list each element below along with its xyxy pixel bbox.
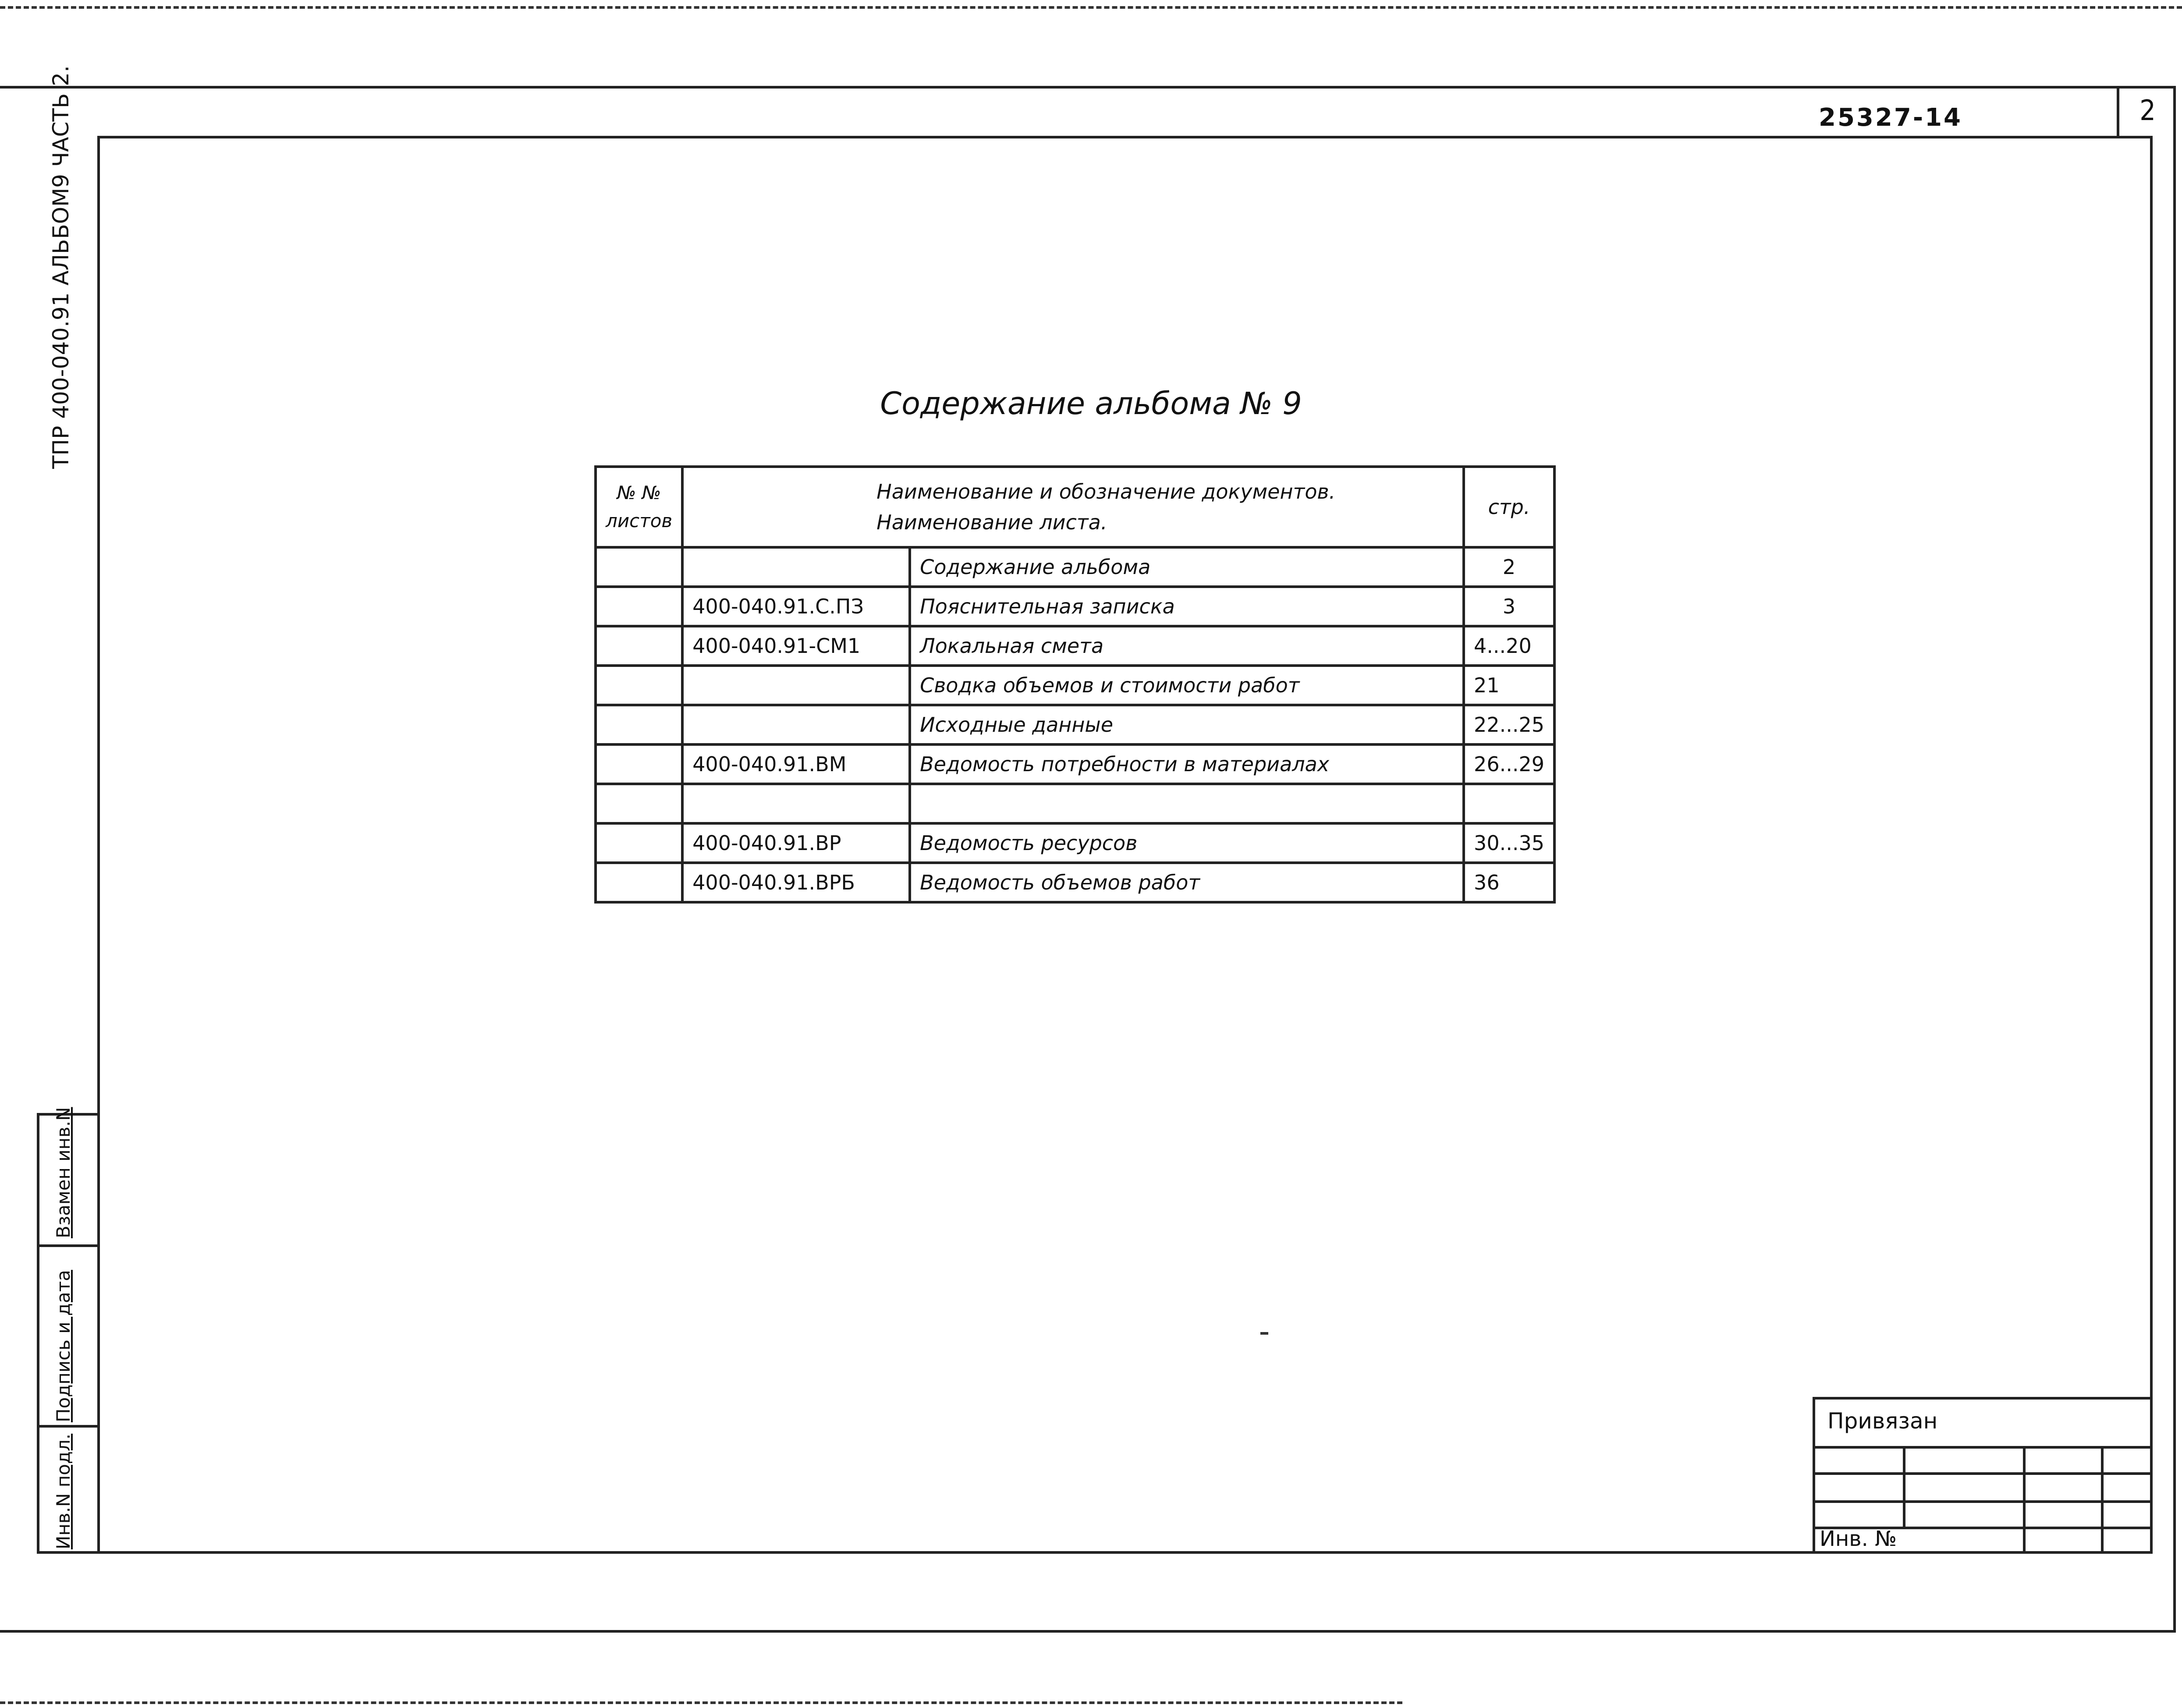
cell-name: Локальная смета [910,626,1464,666]
cell-code [682,784,910,823]
page-title: Содержание альбома № 9 [880,386,1302,422]
contents-table [594,465,1556,904]
cell-name: Содержание альбома [910,547,1464,587]
cell-page: 26...29 [1464,744,1554,784]
sheet-number: 2 [2117,86,2176,136]
cell-sheet-no [596,823,682,863]
side-title: ТПР 400-040.91 АЛЬБОМ9 ЧАСТЬ 2. [48,65,74,469]
cell-code: 400-040.91-СМ1 [682,626,910,666]
cell-code: 400-040.91.ВМ [682,744,910,784]
cell-name: Ведомость ресурсов [910,823,1464,863]
strip-label-inv-podl: Инв.N подл. [53,1433,74,1549]
cell-page: 3 [1464,587,1554,626]
table-row [596,744,1554,784]
cell-name: Ведомость потребности в материалах [910,744,1464,784]
top-dashed-border [0,6,2182,9]
stamp-inv-no: Инв. № [1820,1527,1897,1551]
table-row [596,784,1554,823]
strip-label-vzamen: Взамен инв.N [53,1107,74,1238]
cell-name: Ведомость объемов работ [910,863,1464,902]
cell-code [682,705,910,744]
stamp-line [1815,1472,2150,1475]
stamp-vline [1903,1446,1905,1527]
stamp-privyazan: Привязан [1827,1408,1938,1434]
header-name-line1: Наименование и обозначение документов. [876,480,1336,503]
cell-sheet-no [596,666,682,705]
cell-page [1464,784,1554,823]
document-code: 25327-14 [1819,103,1962,132]
table-row [596,587,1554,626]
header-document-name [682,467,1464,547]
table-row [596,547,1554,587]
strip-label-podpis: Подпись и дата [53,1270,74,1422]
cell-sheet-no [596,587,682,626]
cell-name [910,784,1464,823]
header-name-line2: Наименование листа. [876,510,1107,534]
cell-sheet-no [596,744,682,784]
table-row [596,666,1554,705]
left-approval-strip [37,1107,100,1554]
cell-sheet-no [596,863,682,902]
cell-name: Исходные данные [910,705,1464,744]
cell-code [682,547,910,587]
table-row [596,863,1554,902]
stamp-vline [2101,1446,2104,1554]
table-row [596,705,1554,744]
header-num-line1: № № [617,482,661,503]
cell-page: 22...25 [1464,705,1554,744]
scan-speck [1260,1332,1268,1335]
header-sheet-numbers [596,467,682,547]
stamp-vline [2023,1446,2026,1554]
header-num-line2: листов [606,510,673,532]
bottom-dashed-border [0,1701,1402,1704]
table-header-row [596,467,1554,547]
cell-code [682,666,910,705]
table-row [596,626,1554,666]
cell-page: 36 [1464,863,1554,902]
cell-sheet-no [596,626,682,666]
cell-code: 400-040.91.С.ПЗ [682,587,910,626]
cell-name: Пояснительная записка [910,587,1464,626]
table-row [596,823,1554,863]
cell-page: 21 [1464,666,1554,705]
stamp-line [1815,1446,2150,1449]
cell-sheet-no [596,547,682,587]
cell-page: 30...35 [1464,823,1554,863]
cell-code: 400-040.91.ВРБ [682,863,910,902]
cell-code: 400-040.91.ВР [682,823,910,863]
cell-name: Сводка объемов и стоимости работ [910,666,1464,705]
cell-sheet-no [596,705,682,744]
cell-sheet-no [596,784,682,823]
cell-page: 4...20 [1464,626,1554,666]
cell-page: 2 [1464,547,1554,587]
header-page: стр. [1464,467,1554,547]
stamp-line [1815,1500,2150,1503]
